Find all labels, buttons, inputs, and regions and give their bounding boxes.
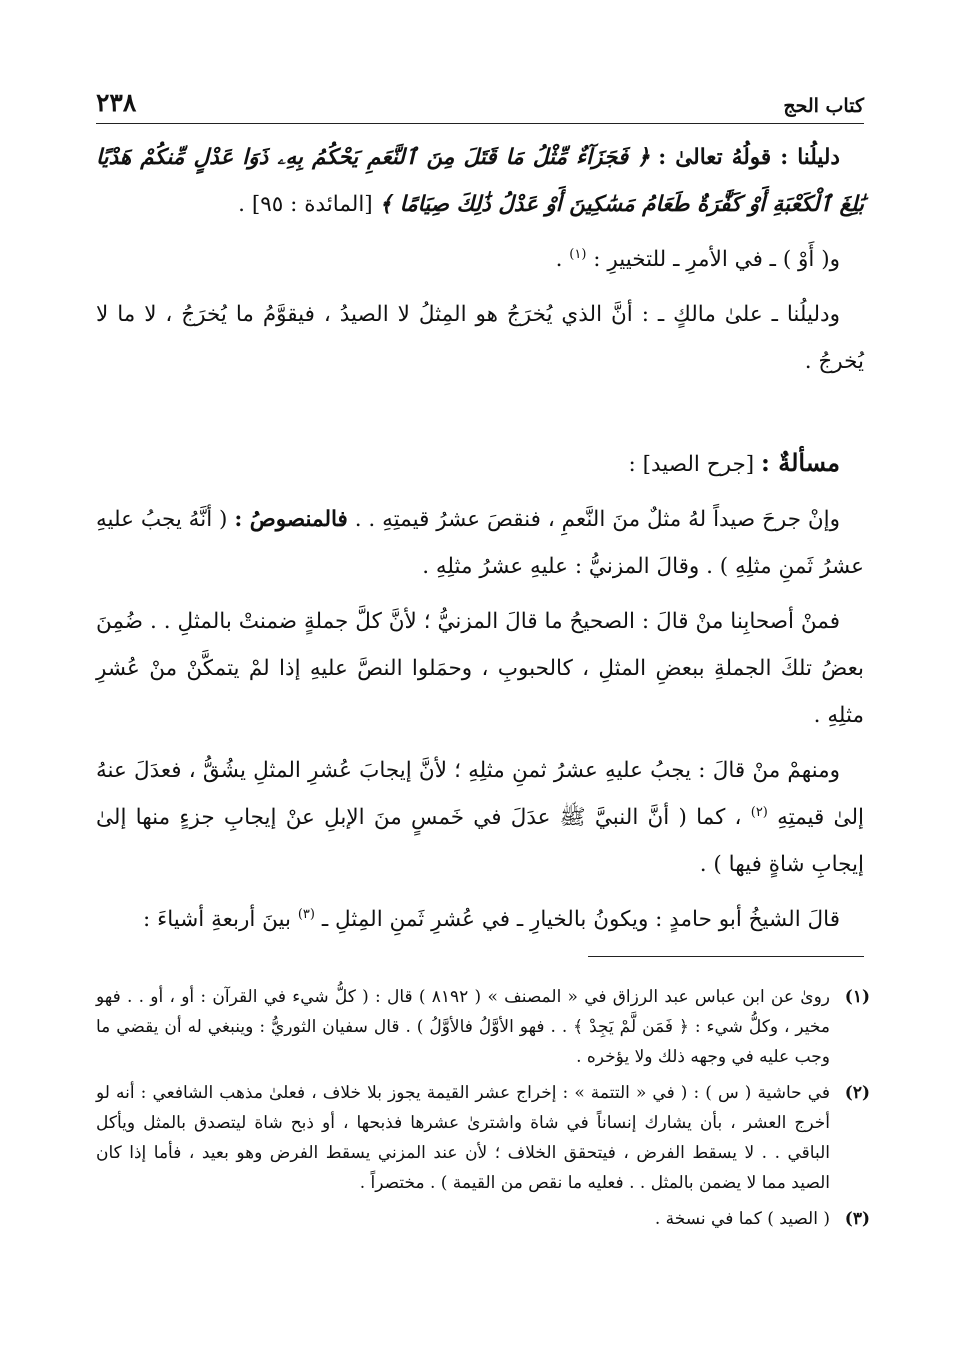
masala-heading: [96, 439, 864, 488]
footnote-ref-1[interactable]: (١): [569, 246, 587, 262]
paragraph-opinion-two: [96, 747, 864, 888]
main-text: [96, 134, 864, 951]
paragraph-text: وإنْ جرحَ صيداً لهُ مثلٌ منَ النَّعمِ ، فنقصَ عشرُ قيمتِهِ . .: [347, 507, 841, 532]
footnote-1: [96, 982, 870, 1072]
paragraph-rest: ، كما ( أنَّ النبيَّ ﷺ عدَلَ في خَمسٍ منَ الإبلِ عنْ إيجابِ جزءٍ منها إلىٰ إيجابِ شاةٍ فيها ) .: [96, 805, 864, 877]
footnote-number: (٣): [844, 1209, 870, 1229]
paragraph-evidence-verse: [96, 134, 864, 228]
quran-verse: ﴿ فَجَزَآءٌ مِّثْلُ مَا قَتَلَ مِنَ ٱلنَّعَمِ يَحْكُمُ بِهِۦ ذَوَا عَدْلٍ مِّنكُمْ هَدْيًا بَٰلِغَ ٱلْكَعْبَةِ أَوْ كَفَّٰرَةٌ طَعَامُ مَسَٰكِينَ أَوْ عَدْلُ ذَٰلِكَ صِيَامًا ﴾: [96, 145, 864, 217]
verse-reference: [المائدة : ٩٥] .: [238, 192, 373, 217]
footnotes: [96, 982, 870, 1240]
footnote-text: روىٰ عن ابن عباس عبد الرزاق في « المصنف » ( ٨١٩٢ ) قال : ( كلُّ شيء في القرآن : أو ، أو . . فهو مخير ، وكلُّ شيء : ﴿ فَمَن لَّمْ يَجِدْ ﴾ . . فهو الأوَّلُ فالأوَّلُ ) . قال سفيان الثوريُّ : وينبغي له أن يقضي ما وجب عليه في وجهه ذلك ولا يؤخره .: [96, 987, 830, 1067]
paragraph-text: ومنهمْ منْ قالَ : يجبُ عليهِ عشرُ ثمنِ مثلِهِ ؛ لأنَّ إيجابَ عُشرِ المثلِ يشُقُّ ، فعدَلَ عنهُ إلىٰ قيمتِهِ: [96, 758, 864, 830]
masala-label: مسألةٌ :: [761, 448, 840, 477]
paragraph-text: قالَ الشيخُ أبو حامدٍ : ويكونُ بالخيارِ ـ في عُشرِ ثَمنِ المِثلِ ـ: [321, 907, 840, 932]
paragraph-text: فمنْ أصحابِنا منْ قالَ : الصحيحُ ما قالَ المزنيُّ ؛ لأنَّ كلَّ جملةٍ ضمنتْ بالمثلِ . . ضُمِنَ بعضُ تلكَ الجملةِ ببعضِ المثلِ ، كالحبوبِ ، وحمَلوا النصَّ عليهِ إذا لمْ يتمكَّنْ منْ عُشرِ مثلِهِ .: [96, 609, 864, 728]
footnote-text: في حاشية ( س ) : ( في « التتمة » : إخراج عشر القيمة يجوز بلا خلاف ، فعلىٰ مذهب الشافعي : أنه لو أخرج العشر ، بأن يشارك إنساناً في شاة واشترىٰ عشرها فذبحها ، أو ذبح شاة ليتصدق بالمثل ويأكل الباقي . . لا يسقط الفرض ، فيتحقق الخلاف ؛ لأن عند المزني يسقط الفرض وهو بعيد ، فأما إذا كان الصيد مما لا يضمن بالمثل . . فعليه ما نقص من القيمة ) . مختصراً .: [96, 1083, 830, 1193]
paragraph-rest: ( أنَّهُ يجبُ عليهِ عشرُ ثَمنِ مثلِهِ ) . وقالَ المزنيُّ : عليهِ عشرُ مثلِهِ .: [96, 507, 864, 579]
masala-title: [جرح الصيد] :: [628, 452, 755, 477]
footnote-number: (١): [844, 987, 870, 1007]
footnote-divider: [588, 956, 864, 957]
footnote-2: [96, 1078, 870, 1198]
paragraph-evidence-malik: [96, 291, 864, 385]
page-header: [96, 84, 864, 124]
footnote-ref-3[interactable]: (٣): [297, 906, 315, 922]
paragraph-wounding: [96, 496, 864, 590]
paragraph-text: ودليلُنا ـ علىٰ مالكٍ ـ : أنَّ الذي يُخرَجُ هو المِثلُ لا الصيدُ ، فيقوَّمُ ما يُخرَجُ ، لا ما لا يُخرجُ .: [96, 302, 864, 374]
paragraph-rest: بينَ أربعةِ أشياءَ :: [143, 907, 291, 932]
footnote-text: ( الصيد ) كما في نسخة .: [654, 1209, 830, 1229]
paragraph-text: و( أَوْ ) ـ في الأمرِ ـ للتخييرِ :: [593, 247, 840, 272]
paragraph-bold-term: فالمنصوصُ :: [234, 507, 348, 532]
paragraph-end: .: [555, 247, 563, 272]
paragraph-opinion-one: [96, 598, 864, 739]
paragraph-aw-choice: [96, 236, 864, 283]
footnote-ref-2[interactable]: (٢): [750, 804, 768, 820]
footnote-number: (٢): [844, 1083, 870, 1103]
paragraph-lead: دليلُنا : قولُهُ تعالىٰ :: [658, 145, 840, 170]
running-title: كتاب الحج: [783, 95, 864, 117]
footnote-3: [96, 1204, 870, 1234]
page-number: ٢٣٨: [96, 88, 137, 117]
paragraph-abu-hamid: [96, 896, 864, 943]
